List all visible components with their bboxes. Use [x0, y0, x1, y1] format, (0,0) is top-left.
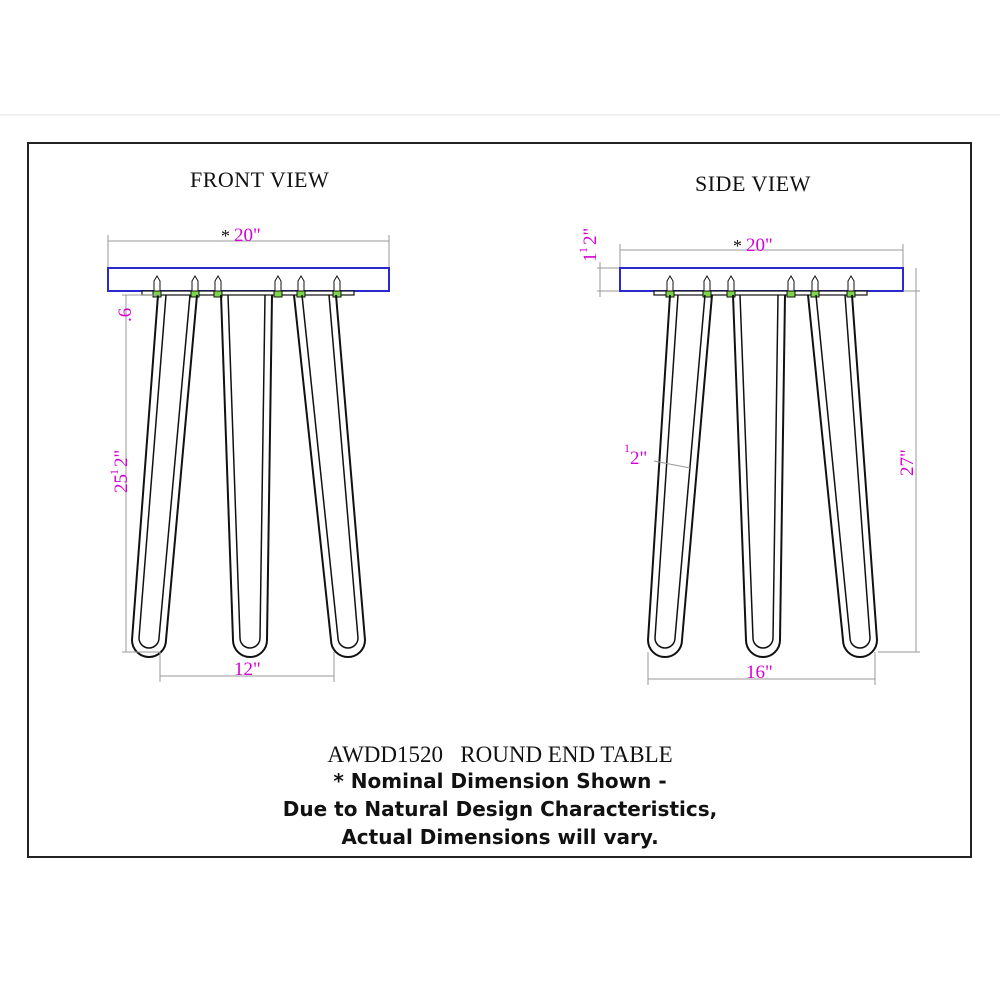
front-leg-height-whole: 25: [111, 474, 132, 493]
side-top-thickness-whole: 1: [580, 252, 601, 262]
side-rod-frac-den: 2": [630, 448, 648, 469]
side-nominal-mark: *: [733, 236, 742, 256]
product-title: AWDD1520 ROUND END TABLE: [327, 742, 673, 767]
side-top-thickness-frac-num: 1: [576, 247, 590, 253]
front-leg-height-frac-num: 1: [107, 469, 121, 475]
disclaimer-line-3: Actual Dimensions will vary.: [341, 825, 659, 849]
disclaimer-line-2: Due to Natural Design Characteristics,: [282, 797, 718, 821]
side-top-thickness-frac-den: 2": [580, 227, 601, 245]
front-leg-height-frac-den: 2": [111, 449, 132, 467]
side-spread-label: 16": [746, 662, 773, 683]
side-view-title: SIDE VIEW: [695, 171, 811, 196]
side-width-label: 20": [746, 235, 773, 256]
front-view-title: FRONT VIEW: [190, 167, 330, 192]
front-apron-gap-label: .6: [115, 307, 136, 322]
front-spread-label: 12": [234, 659, 261, 680]
front-nominal-mark: *: [221, 226, 230, 246]
side-rod-frac-num: 1: [624, 441, 630, 455]
side-height-label: 27": [897, 449, 918, 476]
front-width-label: 20": [234, 225, 261, 246]
disclaimer-line-1: * Nominal Dimension Shown -: [333, 769, 667, 793]
